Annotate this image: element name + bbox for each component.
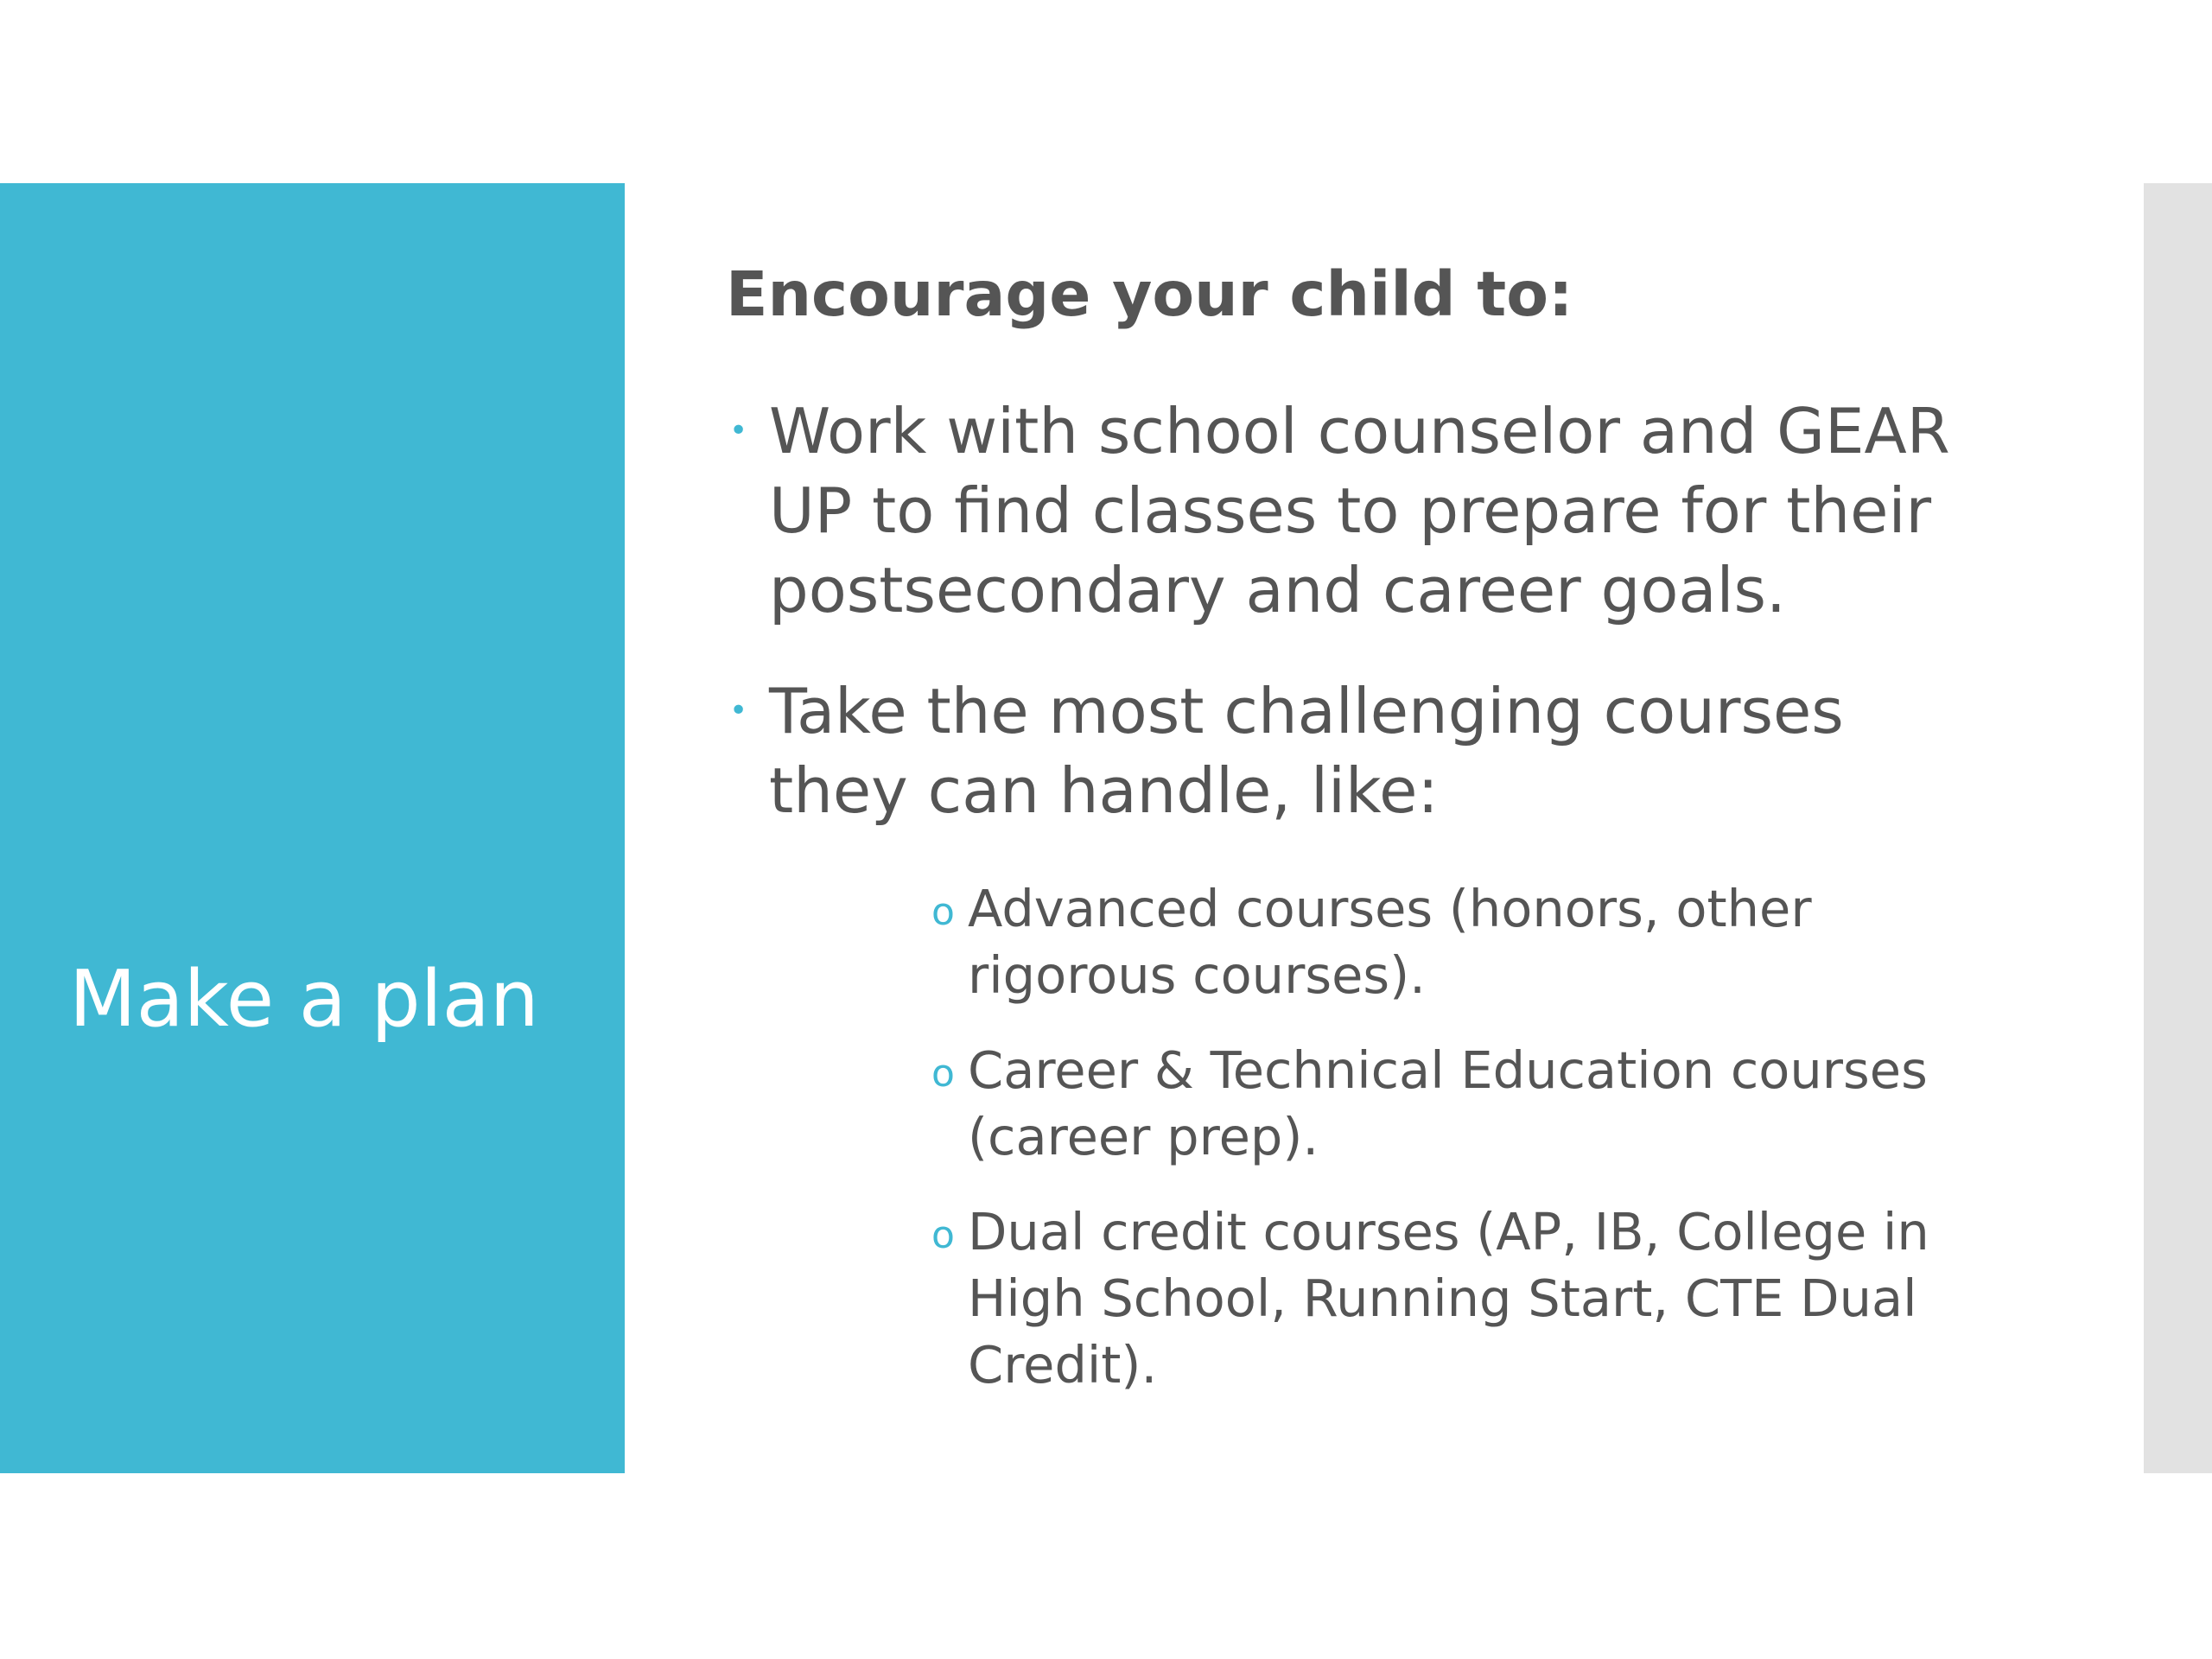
sub-bullet-text: Advanced courses (honors, other rigorous courses). (968, 879, 1812, 1006)
circle-bullet-icon: o (931, 1213, 955, 1258)
bullet-text: Take the most challenging courses they can handle, like: (769, 675, 1844, 828)
circle-bullet-icon: o (931, 1052, 955, 1096)
sub-bullet-item (931, 1198, 1979, 1398)
bullet-item (726, 671, 1979, 1398)
slide-title: Make a plan (69, 954, 539, 1045)
bullet-item (726, 391, 1979, 630)
bullet-dot-icon: • (729, 693, 748, 729)
slide-content (726, 257, 1979, 1440)
bullet-text: Work with school counselor and GEAR UP to find classes to prepare for their postsecondary and career goals. (769, 395, 1950, 627)
bullet-dot-icon: • (729, 413, 748, 449)
sub-bullet-text: Dual credit courses (AP, IB, College in High School, Running Start, CTE Dual Credit). (968, 1202, 1929, 1395)
right-decorative-bar (2144, 183, 2212, 1473)
sub-bullet-list (769, 875, 1979, 1398)
sub-bullet-item (931, 875, 1979, 1008)
sub-bullet-item (931, 1037, 1979, 1170)
circle-bullet-icon: o (931, 890, 955, 935)
content-heading: Encourage your child to: (726, 258, 1573, 330)
sub-bullet-text: Career & Technical Education courses (career prep). (968, 1040, 1928, 1167)
title-panel (0, 183, 625, 1473)
